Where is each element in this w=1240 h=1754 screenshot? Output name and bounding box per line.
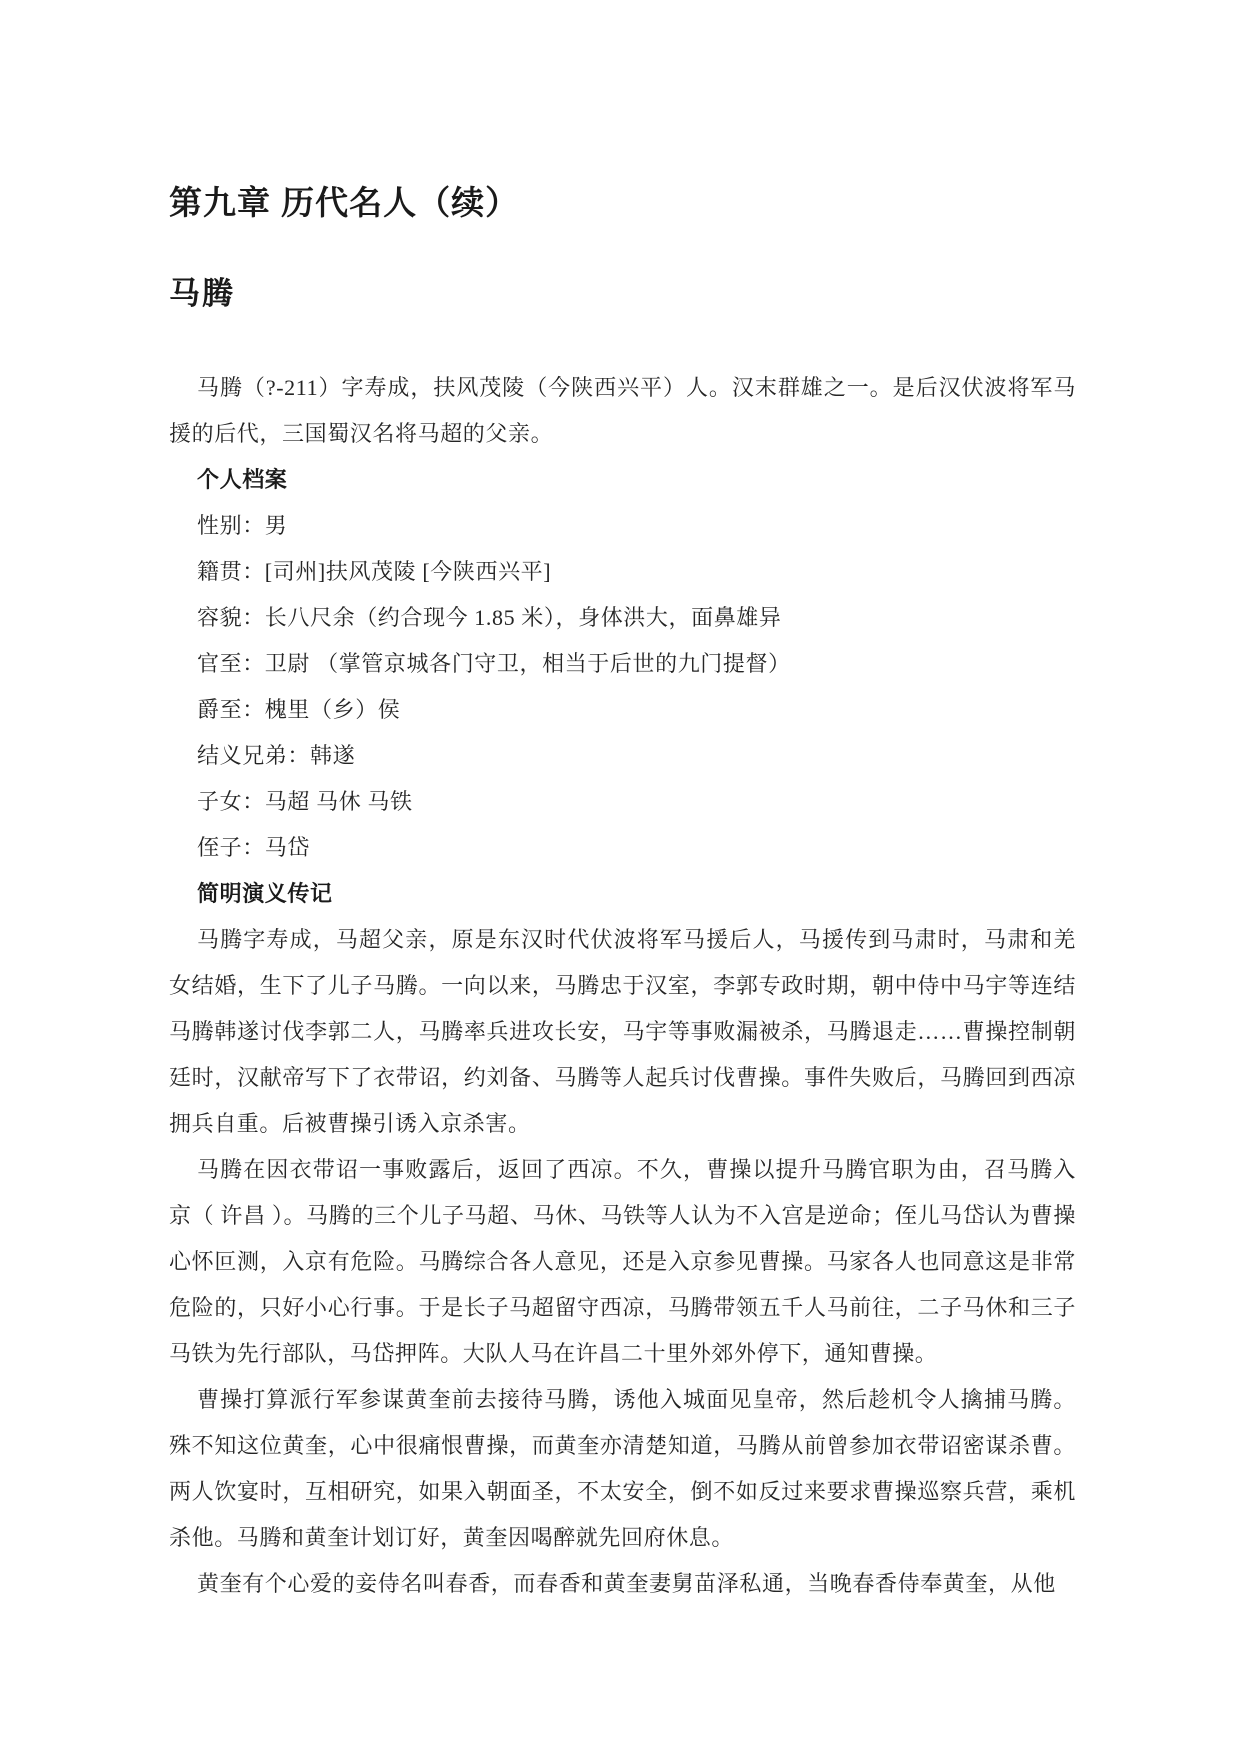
profile-item-gender: 性别：男 [197, 513, 288, 538]
profile-item-appearance: 容貌：长八尺余（约合现今 1.85 米），身体洪大，面鼻雄异 [197, 605, 782, 630]
intro-paragraph: 马腾（?-211）字寿成，扶风茂陵（今陕西兴平）人。汉末群雄之一。是后汉伏波将军马援的后代，三国蜀汉名将马超的父亲。 [169, 375, 1076, 446]
profile-item-noble-title: 爵至：槐里（乡）侯 [197, 697, 401, 722]
biography-paragraph-3: 曹操打算派行军参谋黄奎前去接待马腾，诱他入城面见皇帝，然后趁机令人擒捕马腾。殊不知这位黄奎，心中很痛恨曹操，而黄奎亦清楚知道，马腾从前曾参加衣带诏密谋杀曹。两人饮宴时，互相研究，如果入朝面圣，不太安全，倒不如反过来要求曹操巡察兵营，乘机杀他。马腾和黄奎计划订好，黄奎因喝醉就先回府休息。 [169, 1387, 1076, 1550]
person-name-heading: 马腾 [169, 276, 235, 311]
profile-item-sworn-brother: 结义兄弟：韩遂 [197, 743, 356, 768]
profile-item-origin: 籍贯：[司州]扶风茂陵 [今陕西兴平] [197, 559, 552, 584]
biography-paragraph-4: 黄奎有个心爱的妾侍名叫春香，而春香和黄奎妻舅苗泽私通，当晚春香侍奉黄奎，从他 [197, 1571, 1056, 1596]
profile-item-children: 子女：马超 马休 马铁 [197, 789, 413, 814]
biography-heading: 简明演义传记 [197, 881, 333, 906]
biography-paragraph-2: 马腾在因衣带诏一事败露后，返回了西凉。不久，曹操以提升马腾官职为由，召马腾入京（ 许昌 ）。马腾的三个儿子马超、马休、马铁等人认为不入宫是逆命；侄儿马岱认为曹操心怀叵测，入京有危险。马腾综合各人意见，还是入京参见曹操。马家各人也同意这是非常危险的，只好小心行事。于是长子马超留守西凉，马腾带领五千人马前往，二子马休和三子马铁为先行部队，马岱押阵。大队人马在许昌二十里外郊外停下，通知曹操。 [169, 1157, 1076, 1366]
profile-item-office: 官至：卫尉 （掌管京城各门守卫，相当于后世的九门提督） [197, 651, 791, 676]
chapter-title: 第九章 历代名人（续） [169, 184, 520, 221]
biography-paragraph-1: 马腾字寿成，马超父亲，原是东汉时代伏波将军马援后人，马援传到马肃时，马肃和羌女结婚，生下了儿子马腾。一向以来，马腾忠于汉室，李郭专政时期，朝中侍中马宇等连结马腾韩遂讨伐李郭二人，马腾率兵进攻长安，马宇等事败漏被杀，马腾退走……曹操控制朝廷时，汉献帝写下了衣带诏，约刘备、马腾等人起兵讨伐曹操。事件失败后，马腾回到西凉拥兵自重。后被曹操引诱入京杀害。 [169, 927, 1076, 1136]
profile-item-nephew: 侄子：马岱 [197, 835, 311, 860]
document-content [169, 183, 1076, 1607]
profile-heading: 个人档案 [197, 467, 288, 492]
